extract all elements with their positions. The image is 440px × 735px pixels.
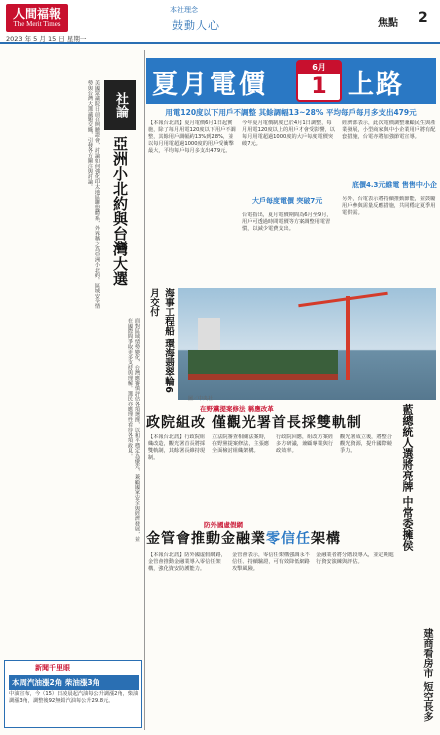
reform-body-1: 【本報台北訊】行政院組織改造，觀光署首長將採雙軌制，其餘署長維持現制。 bbox=[148, 434, 206, 461]
logo-cn: 人間福報 bbox=[12, 7, 61, 21]
finance-tag: 防外國虛假網 bbox=[204, 521, 243, 529]
calendar-day: 1 bbox=[311, 74, 327, 99]
summer-body-2: 今年夏月電價制度已於4月1日調整，每月用電120度以上的用戶才會受影響，以每月用電超過1000度的大戶每度電價突破7元。 bbox=[242, 120, 335, 147]
photo-credit: 圖／中央社 bbox=[188, 396, 214, 402]
page-number: 2 bbox=[418, 10, 428, 26]
calendar-icon bbox=[296, 60, 342, 102]
news-brief-box bbox=[4, 660, 142, 728]
slogan: 鼓動人心 bbox=[172, 19, 220, 32]
summer-body-5: 另外，台電表示將持續推動節能，並鼓勵用戶參與需量反應措施，共同穩定夏季用電供需。 bbox=[342, 196, 436, 216]
ship-tower bbox=[198, 318, 220, 352]
summer-body-1: 【本報台北訊】夏月電價6月1日起實施，除了每月用電120度以下用戶不調整，其餘用戶調幅約13%到28%，並以每月用電超過1000度的用戶受衝擊最大，平均每戶每月多支出479元。 bbox=[148, 120, 236, 154]
summer-title-left: 夏月電價 bbox=[152, 70, 269, 100]
brief-title: 本周汽油漲2角 柴油漲3角 bbox=[9, 675, 139, 690]
summer-subhead-2: 底價4.3元維電 售售中小企 bbox=[352, 181, 437, 189]
right-title-1: 藍總統人選將亮牌 中常委擁侯 bbox=[401, 404, 414, 551]
finance-body-2: 金管會表示，零信任架構強調永不信任、持續驗證，可有效降低網路攻擊風險。 bbox=[232, 552, 310, 572]
editorial-title: 亞洲小北約與台灣大選 bbox=[111, 136, 129, 286]
issue-date: 2023 年 5 月 15 日 星期一 bbox=[6, 35, 87, 43]
page-label: 焦點 bbox=[378, 18, 398, 29]
summer-subtitle: 用電120度以下用戶不調整 其餘調幅13~28% 平均每戶每月多支出479元 bbox=[165, 108, 417, 117]
summer-body-3: 經濟部表示，此次電價調整兼顧民生與產業發展，小型商家與中小企業用戶將有配套措施，台電亦將加強節電宣導。 bbox=[342, 120, 436, 140]
editorial-tag: 社論 bbox=[104, 80, 136, 130]
editorial-column bbox=[4, 50, 142, 650]
column-divider bbox=[144, 50, 145, 730]
editorial-body-1: 美國眾議院日前召開聽證會，討論如何強化印太地區聯盟體系，外界稱之為亞洲小北約。區域安全情勢與台灣大選議題交織，引發各方關注與討論。 bbox=[87, 80, 100, 309]
ship-photo bbox=[178, 288, 436, 400]
section-tag: 本社理念 bbox=[170, 6, 198, 14]
calendar-month: 6月 bbox=[298, 62, 340, 74]
summer-subhead-1: 大戶每度電價 突破7元 bbox=[252, 197, 323, 205]
brief-tag: 新聞千里眼 bbox=[35, 664, 70, 672]
right-column-top bbox=[398, 404, 436, 624]
editorial-body-2: 面對區域情勢變化，台灣應審慎評估各項選擇，以和平穩定為優先，兼顧國家安全與經濟發展，並在國際間爭取更多支持與理解。選民亦應理性看待各項政見。 bbox=[127, 318, 140, 542]
reform-body-4: 觀光署成立後，將整合觀光資源，提升國際競爭力。 bbox=[340, 434, 392, 454]
finance-body-3: 金融業者將分階段導入，並定期進行資安演練與評估。 bbox=[316, 552, 394, 565]
reform-tag: 在野黨提案修法 稱應改革 bbox=[200, 405, 274, 413]
brief-body: 中油宣布，今（15）日凌晨起汽油每公升調漲2角，柴油調漲3角，調整後92無鉛汽油每公升29.8元。 bbox=[9, 691, 139, 704]
photo-caption: 海事工程船 環海翡翠輪6月交付 bbox=[148, 288, 174, 393]
finance-title-b: 零信任 bbox=[266, 531, 311, 547]
masthead bbox=[0, 0, 440, 44]
finance-title-a: 金管會推動金融業 bbox=[146, 531, 266, 547]
newspaper-logo bbox=[6, 4, 68, 32]
logo-en: The Merit Times bbox=[13, 20, 61, 28]
summer-body-4: 台電指出，夏月電價期間為6月至9月，用戶可透過時間電價等方案調整用電習慣，以減少電費支出。 bbox=[242, 212, 332, 232]
reform-title: 政院組改 僅觀光署首長採雙軌制 bbox=[146, 415, 362, 431]
finance-title-c: 架構 bbox=[311, 531, 341, 547]
right-title-2: 建商看房市 短空長多 bbox=[421, 628, 432, 722]
ship-waterline bbox=[188, 374, 338, 380]
finance-title bbox=[146, 528, 396, 548]
reform-body-3: 行政院回應，組改方案經多方研議，兼顧專業與行政效率。 bbox=[276, 434, 334, 454]
summer-title-right: 上路 bbox=[348, 70, 405, 100]
crane-arm bbox=[298, 292, 388, 307]
crane-mast bbox=[346, 296, 350, 380]
reform-body-2: 立法院審查相關法案時，在野黨提案修法，主張應全面檢討組織架構。 bbox=[212, 434, 270, 454]
finance-body-1: 【本報台北訊】防外國虛假網路，金管會推動金融業導入零信任架構，強化資安防護能力。 bbox=[148, 552, 226, 572]
summer-banner bbox=[146, 58, 436, 104]
